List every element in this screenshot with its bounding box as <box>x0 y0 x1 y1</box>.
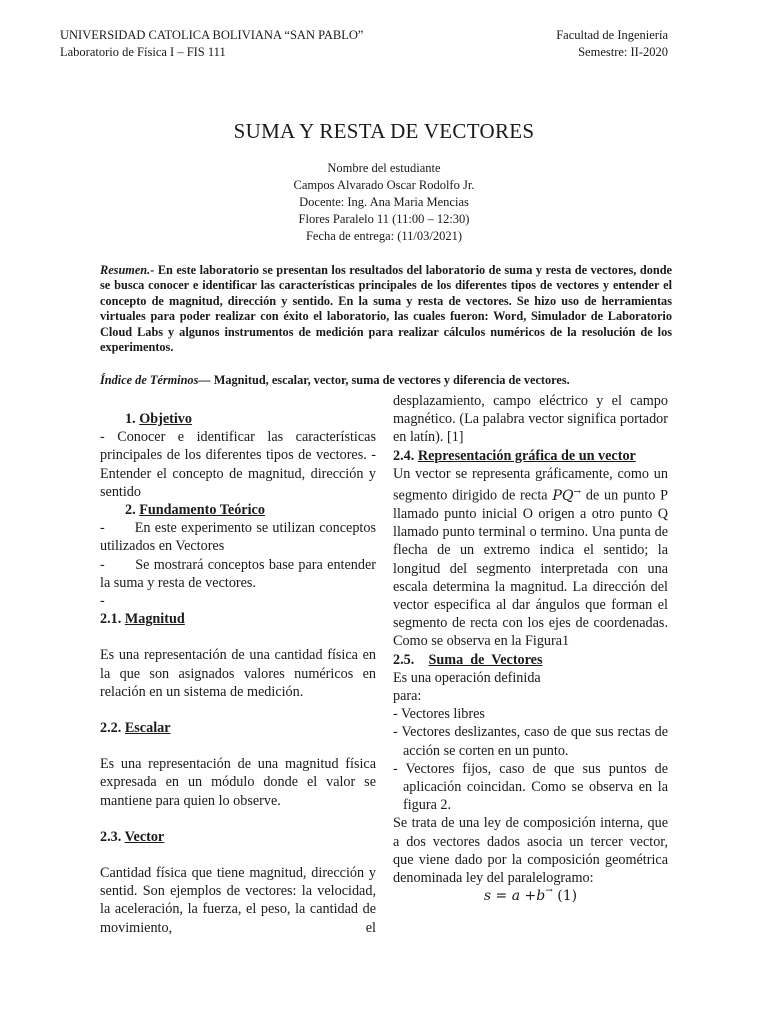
section-heading-magnitud: 2.1. Magnitud <box>100 611 185 628</box>
semester: Semestre: II-2020 <box>578 45 668 59</box>
author-name: Campos Alvarado Oscar Rodolfo Jr. <box>293 178 475 192</box>
index-terms-text: Magnitud, escalar, vector, suma de vectores y diferencia de vectores. <box>210 373 570 387</box>
index-terms <box>100 373 672 388</box>
section-heading-vector: 2.3. Vector <box>100 828 165 845</box>
abstract-text: En este laboratorio se presentan los resultados del laboratorio de suma y resta de vectores, donde se busca conocer e identificar las características principales de los diferentes tipos de vectores y entender el concepto de magnitud, dirección y sentido. En la suma y resta de vectores. Se hizo uso de herramientas virtuales para poder realizar con éxito el laboratorio, las cuales fueron: Word, Simulador de Laboratorio Cloud Labs y algunos instrumentos de medición para realizar cálculos numéricos de la resolución de los experimentos. <box>100 263 672 355</box>
suma-item-deslizantes: - Vectores deslizantes, caso de que sus rectas de acción se corten en un punto. <box>393 724 668 759</box>
faculty-name: Facultad de Ingeniería <box>556 28 668 42</box>
fundamento-item-1: - En este experimento se utilizan conceptos utilizados en Vectores <box>100 520 376 555</box>
fundamento-item-2: - Se mostrará conceptos base para entender la suma y resta de vectores. <box>100 556 376 591</box>
university-name: UNIVERSIDAD CATOLICA BOLIVIANA “SAN PABLO” <box>60 28 364 42</box>
escalar-text: Es una representación de una magnitud física expresada en un módulo donde el valor se mantiene para quien lo observe. <box>100 756 376 809</box>
suma-item-libres: - Vectores libres <box>393 706 485 723</box>
section-heading-objetivo: 1. Objetivo <box>125 411 192 427</box>
representacion-text: Un vector se representa gráficamente, como un segmento dirigido de recta PQ→ de un punto P llamado punto inicial O origen a otro punto Q llamado punto terminal o termino. Una punta de flecha de un extremo indica el sentido; la longitud del segmento interpretada con una escala determina la magnitud. La dirección del vector especifica al dar ángulos que forman el segmento de recta con los ejes de coordenadas. Como se observa en la Figura1 <box>393 465 668 650</box>
fundamento-dash: - <box>100 593 105 610</box>
magnitud-text: Es una representación de una cantidad física en la que son asignados valores numéricos en relación en un sistema de medición. <box>100 647 376 700</box>
suma-line-1: Es una operación definida <box>393 669 541 686</box>
equation-1: s = a +b→ (1) <box>483 886 578 905</box>
objetivo-text: - Conocer e identificar las características principales de los diferentes tipos de vectores. - Entender el concepto de magnitud, dirección y sentido <box>100 429 376 500</box>
paper-title: SUMA Y RESTA DE VECTORES <box>233 119 535 143</box>
course-name: Laboratorio de Física I – FIS 111 <box>60 45 226 59</box>
section: Flores Paralelo 11 (11:00 – 12:30) <box>298 212 470 226</box>
vector-text: Cantidad física que tiene magnitud, dirección y sentid. Son ejemplos de vectores: la velocidad, la aceleración, la fuerza, el peso, la cantidad de movimiento, el <box>100 865 376 936</box>
suma-line-2: para: <box>393 687 422 704</box>
vector-pq: PQ→ <box>552 487 582 504</box>
author-block <box>0 160 768 245</box>
index-terms-label: Índice de Términos— <box>100 373 211 387</box>
teacher: Docente: Ing. Ana Maria Mencias <box>299 195 469 209</box>
section-heading-fundamento: 2. Fundamento Teórico <box>125 502 265 519</box>
left-column <box>100 410 376 937</box>
suma-text: Se trata de una ley de composición interna, que a dos vectores dados asocia un tercer vector, que viene dado por la composición geométrica denominada ley del paralelogramo: <box>393 815 668 887</box>
section-heading-representacion: 2.4. Representación gráfica de un vector <box>393 447 636 464</box>
due-date: Fecha de entrega: (11/03/2021) <box>305 229 463 243</box>
header-left <box>60 27 363 61</box>
suma-item-fijos: - Vectores fijos, caso de que sus puntos de aplicación coincidan. Como se observa en la figura 2. <box>393 760 668 814</box>
section-heading-escalar: 2.2. Escalar <box>100 720 171 737</box>
author-label: Nombre del estudiante <box>327 161 441 175</box>
section-heading-suma: 2.5. Suma de Vectores <box>393 651 543 668</box>
abstract <box>100 263 672 355</box>
right-column <box>393 392 668 907</box>
abstract-label: Resumen.- <box>100 263 155 277</box>
header-right <box>556 27 668 61</box>
vector-text-continued: desplazamiento, campo eléctrico y el campo magnético. (La palabra vector significa portador en latín). [1] <box>393 393 668 446</box>
